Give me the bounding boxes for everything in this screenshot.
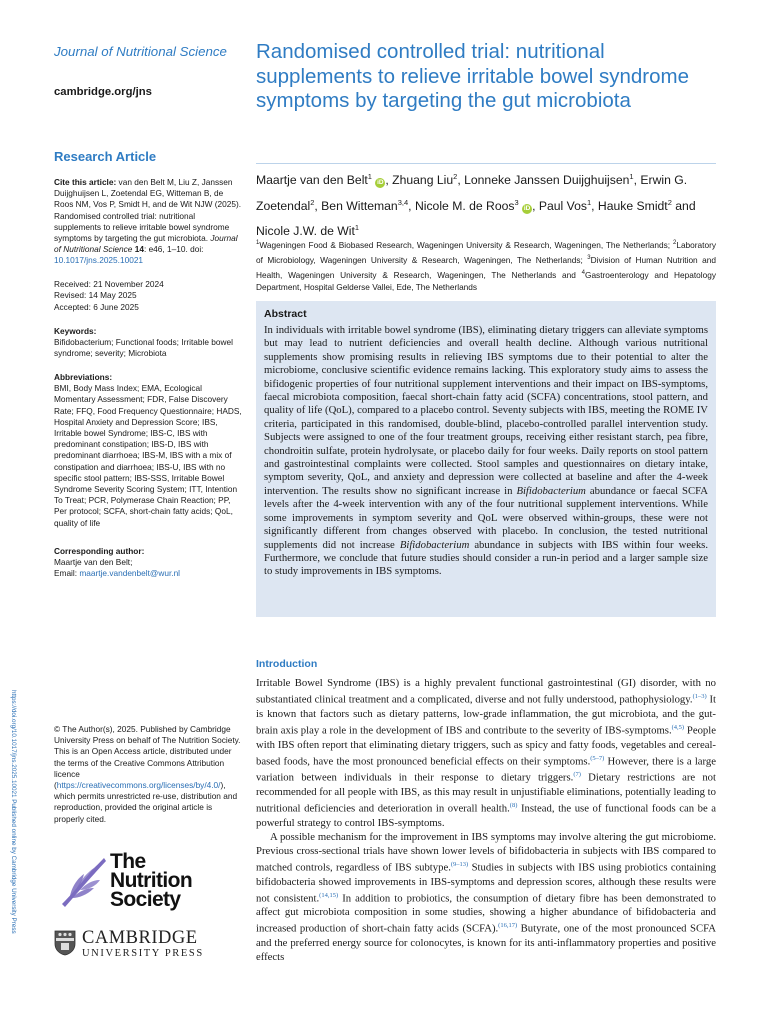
body-text: Dietary restrictions are not recommended for all people with IBS, as this may result in unjustifiable eliminations, potentially leading to nutritional deficiencies and deterioration in overall health. [256, 771, 716, 815]
abstract-part-1: In individuals with irritable bowel syndrome (IBS), eliminating dietary triggers can alleviate symptoms but may lead to nutrient deficiencies and overall health decline. Although various nutritional supplements show promising results in relieving IBS symptoms due to their potential to alter the microbiome, conclusive scientific evidence remains lacking. This exploratory study aims to assess the bifidogenic properties of four nutritional supplement interventions and their impact on IBS-symptoms, faecal microbiota composition, faecal short-chain fatty acid (SCFA) concentrations, stool pattern, and quality of life (QoL), compared to a placebo control. Seventy subjects with IBS, meeting the ROME IV criteria, participated in this randomised, double-blind, placebo-controlled parallel intervention study. Subjects were assigned to one of the four treatment groups, receiving either resistant starch, pea fibre, chondroitin sulfate, protein hydrolysate, or placebo daily for four weeks. Daily reports on stool pattern and gastrointestinal complaints were collected. Stool samples and questionnaires on dietary intake, symptom severity, QoL, and anxiety and depression were collected at baseline and after the 4-week intervention. The results show no significant increase in [264, 324, 708, 497]
ns-word-1: The [110, 850, 146, 873]
cite-doi-link[interactable]: 10.1017/jns.2025.10021 [54, 255, 144, 266]
intro-paragraph-1 [256, 676, 716, 830]
dates-block [54, 279, 164, 313]
reference-link[interactable]: (14,15) [319, 891, 339, 899]
introduction-body [256, 676, 716, 964]
author-list [256, 166, 716, 243]
affiliation-text: Laboratory of Microbiology, Wageningen University & Research, Wageningen, The Netherlands; [256, 239, 716, 265]
affiliation-text: Gastroenterology and Hepatology Department, Hospital Gelderse Vallei, Ede, The Netherlands [256, 269, 716, 293]
orcid-icon[interactable]: iD [377, 179, 384, 187]
author-affiliation-sup: 2 [453, 172, 458, 181]
abstract-part-3: abundance in subjects with IBS within four weeks. Furthermore, we conclude that future studies should consider a run-in period and a larger sample size to study improvements in IBS symptoms. [264, 538, 708, 578]
abbreviations-label: Abbreviations: [54, 372, 113, 382]
author-separator: , [591, 198, 598, 213]
article-type: Research Article [54, 149, 157, 164]
body-text: In addition to probiotics, the consumption of dietary fibre has been demonstrated to affect gut microbiota composition in some studies, showing a higher abundance of bifidobacteria and increased production of short-chain fatty acids (SCFA). [256, 892, 717, 935]
author-separator: , [633, 173, 641, 188]
corresponding-block [54, 546, 180, 580]
author-name: Lonneke Janssen Duijghuijsen [464, 173, 630, 188]
reference-link[interactable]: (1–3) [692, 693, 707, 701]
cite-text-b: : e46, 1–10. doi: [143, 244, 204, 255]
author-name: Nicole J.W. de Wit [256, 224, 355, 239]
author-name: Erwin G. Zoetendal [256, 173, 688, 213]
abstract-part-2: abundance or faecal SCFA levels after the 4-week intervention with any of the four nutritional supplement interventions. While some improvements in symptom severity and QoL were observed within-groups, these were not significantly different from changes observed with placebo. In conclusion, the tested nutritional supplements did not increase [264, 484, 708, 551]
journal-name[interactable]: Journal of Nutritional Science [54, 44, 227, 59]
email-label: Email: [54, 568, 80, 579]
affiliation-text: Division of Human Nutrition and Health, Wageningen University & Research, Wageningen, The Netherlands and [256, 254, 716, 280]
date-accepted: Accepted: 6 June 2025 [54, 301, 139, 312]
cite-block [54, 177, 242, 267]
abbreviations-block [54, 372, 242, 529]
affiliation-sup: 4 [581, 269, 585, 276]
author-name: Ben Witteman [321, 198, 398, 213]
author-affiliation-sup: 3,4 [397, 197, 409, 207]
affiliation-sup: 1 [256, 240, 260, 246]
author-separator: , [457, 173, 465, 188]
abstract-bif-1: Bifidobacterium [516, 484, 586, 497]
corresponding-name: Maartje van den Belt; [54, 557, 133, 568]
body-text: Irritable Bowel Syndrome (IBS) is a highly prevalent functional gastrointestinal (GI) disorder, with no substantiated clinical treatment and a complicated, diverse and not fully understood, pathophysiology. [256, 677, 716, 706]
ns-word-3: Society [110, 888, 181, 911]
reference-link[interactable]: (8) [509, 802, 518, 809]
body-text: A possible mechanism for the improvement in IBS symptoms may involve altering the gut microbiome. Previous cross-sectional trials have shown lower levels of bifidobacteria in subjects with IBS compared to matched controls, regardless of IBS subtype. [256, 830, 716, 874]
license-text-a: © The Author(s), 2025. Published by Cambridge University Press on behalf of The Nutrition Society. This is an Open Access article, distributed under the terms of the Creative Commons Attribution licence ( [54, 724, 241, 791]
side-doi-link[interactable]: https://doi.org/10.1017/jns.2025.10021 Published online by Cambridge University Press [10, 690, 17, 934]
affiliation-sup: 3 [587, 254, 591, 261]
license-link[interactable]: https://creativecommons.org/licenses/by/4.0/ [56, 780, 221, 791]
affiliation-text: Wageningen Food & Biobased Research, Wageningen University & Research, Wageningen, The Netherlands; [259, 239, 673, 250]
body-text: Instead, the use of functional foods can be a powerful strategy to control IBS-symptoms. [256, 802, 717, 829]
corresponding-label: Corresponding author: [54, 546, 145, 556]
date-received: Received: 21 November 2024 [54, 279, 164, 289]
author-name: Nicole M. de Roos [414, 198, 515, 213]
keywords-text: Bifidobacterium; Functional foods; Irritable bowel syndrome; severity; Microbiota [54, 337, 233, 359]
author-separator: , [532, 198, 539, 213]
title-divider [256, 163, 716, 164]
side-doi-text[interactable] [10, 690, 17, 934]
email-link[interactable]: maartje.vandenbelt@wur.nl [79, 568, 181, 579]
intro-paragraph-2 [256, 830, 716, 965]
abstract-box [256, 301, 716, 617]
cambridge-shield-icon [54, 930, 76, 956]
license-block [54, 724, 242, 825]
ns-word-2: Nutrition [110, 869, 193, 892]
abstract-bif-2: Bifidobacterium [399, 538, 470, 551]
author-affiliation-sup: 2 [310, 197, 315, 207]
body-text: However, there is a large variation between individuals in their response to dietary triggers. [256, 755, 717, 784]
date-revised: Revised: 14 May 2025 [54, 290, 137, 301]
author-affiliation-sup: 3 [514, 197, 519, 207]
cite-label: Cite this article: [54, 177, 117, 187]
cite-text-a: van den Belt M, Liu Z, Janssen Duijghuijsen L, Zoetendal EG, Witteman B, de Roos NM, Vos P, Smidt H, and de Wit NJW (2025). Randomised controlled trial: nutritional supplements to relieve irritable bowel syndrome symptoms by targeting the gut microbiota. [54, 177, 242, 244]
body-text: It is known that factors such as dietary patterns, low-grade inflammation, the gut microbiota, and the gut-brain axis play a role in the development of IBS and contribute to the severity of IBS-symptoms. [256, 693, 716, 737]
author-name: Maartje van den Belt [256, 173, 368, 188]
author-name: Paul Vos [538, 198, 587, 213]
author-affiliation-sup: 1 [586, 197, 592, 207]
reference-link[interactable]: (9–13) [450, 860, 469, 868]
abstract-heading: Abstract [264, 308, 307, 320]
author-affiliation-sup: 1 [354, 223, 360, 233]
keywords-label: Keywords: [54, 326, 97, 336]
body-text: Studies in subjects with IBS using probiotics containing bifidobacteria showed improvements in IBS-symptoms and depression scores, although these results were not consistent. [256, 861, 716, 905]
cambridge-press: UNIVERSITY PRESS [82, 948, 204, 959]
nutrition-society-wordmark [110, 852, 192, 909]
cite-volume: 14 [132, 244, 144, 255]
reference-link[interactable]: (4,5) [671, 723, 685, 731]
reference-link[interactable]: (5–7) [590, 754, 605, 762]
affiliations [256, 237, 716, 294]
author-affiliation-sup: 1 [629, 172, 634, 181]
side-doi-strip [0, 690, 17, 1015]
introduction-heading: Introduction [256, 658, 318, 670]
author-separator: and [671, 198, 696, 213]
article-title: Randomised controlled trial: nutritional supplements to relieve irritable bowel syndrome symptoms by targeting the gut microbiota [256, 40, 689, 112]
author-affiliation-sup: 1 [367, 172, 372, 181]
reference-link[interactable]: (7) [573, 771, 581, 779]
orcid-icon[interactable]: iD [523, 204, 531, 212]
keywords-block [54, 326, 239, 360]
cambridge-name: CAMBRIDGE [82, 928, 198, 948]
cite-journal: Journal of Nutritional Science [54, 233, 238, 255]
author-affiliation-sup: 2 [667, 197, 672, 207]
journal-site[interactable]: cambridge.org/jns [54, 86, 152, 98]
author-name: Hauke Smidt [597, 198, 668, 213]
author-separator: , [385, 173, 393, 188]
body-text: Butyrate, one of the most pronounced SCFA and the preferred energy source for colonocytes, is known for its anti-inflammatory properties and positive effects [256, 923, 716, 964]
author-name: Zhuang Liu [392, 173, 454, 188]
abbreviations-text: BMI, Body Mass Index; EMA, Ecological Momentary Assessment; FDR, False Discovery Rate; FFQ, Food Frequency Questionnaire; HADS, Hospital Anxiety and Depression Score; IBS, Irritable bowel Syndrome; IBS-C, IBS with predominant constipation; IBS-D, IBS with predominant diarrhoea; IBS-M, IBS with a mix of constipation and diarrhoea; IBS-U, IBS with no specific stool pattern; IBS-SSS, Irritable Bowel Syndrome Severity Scoring System; ITT, Intention To Treat; PCR, Polymerase Chain Reaction; PP, Per protocol; SCFA, short-chain fatty acids; QoL, quality of life [54, 383, 242, 528]
author-separator: , [408, 198, 415, 213]
affiliation-sup: 2 [672, 240, 677, 246]
license-text-b: ), which permits unrestricted re-use, distribution and reproduction, provided the original article is properly cited. [54, 780, 238, 824]
author-separator: , [314, 198, 322, 213]
abstract-text [264, 324, 708, 579]
reference-link[interactable]: (16,17) [498, 922, 518, 930]
body-text: People with IBS often report that eliminating dietary triggers, such as spicy and fatty foods, vegetables and cereal-based foods, have the most pronounced beneficial effects on their symptoms. [256, 724, 716, 768]
